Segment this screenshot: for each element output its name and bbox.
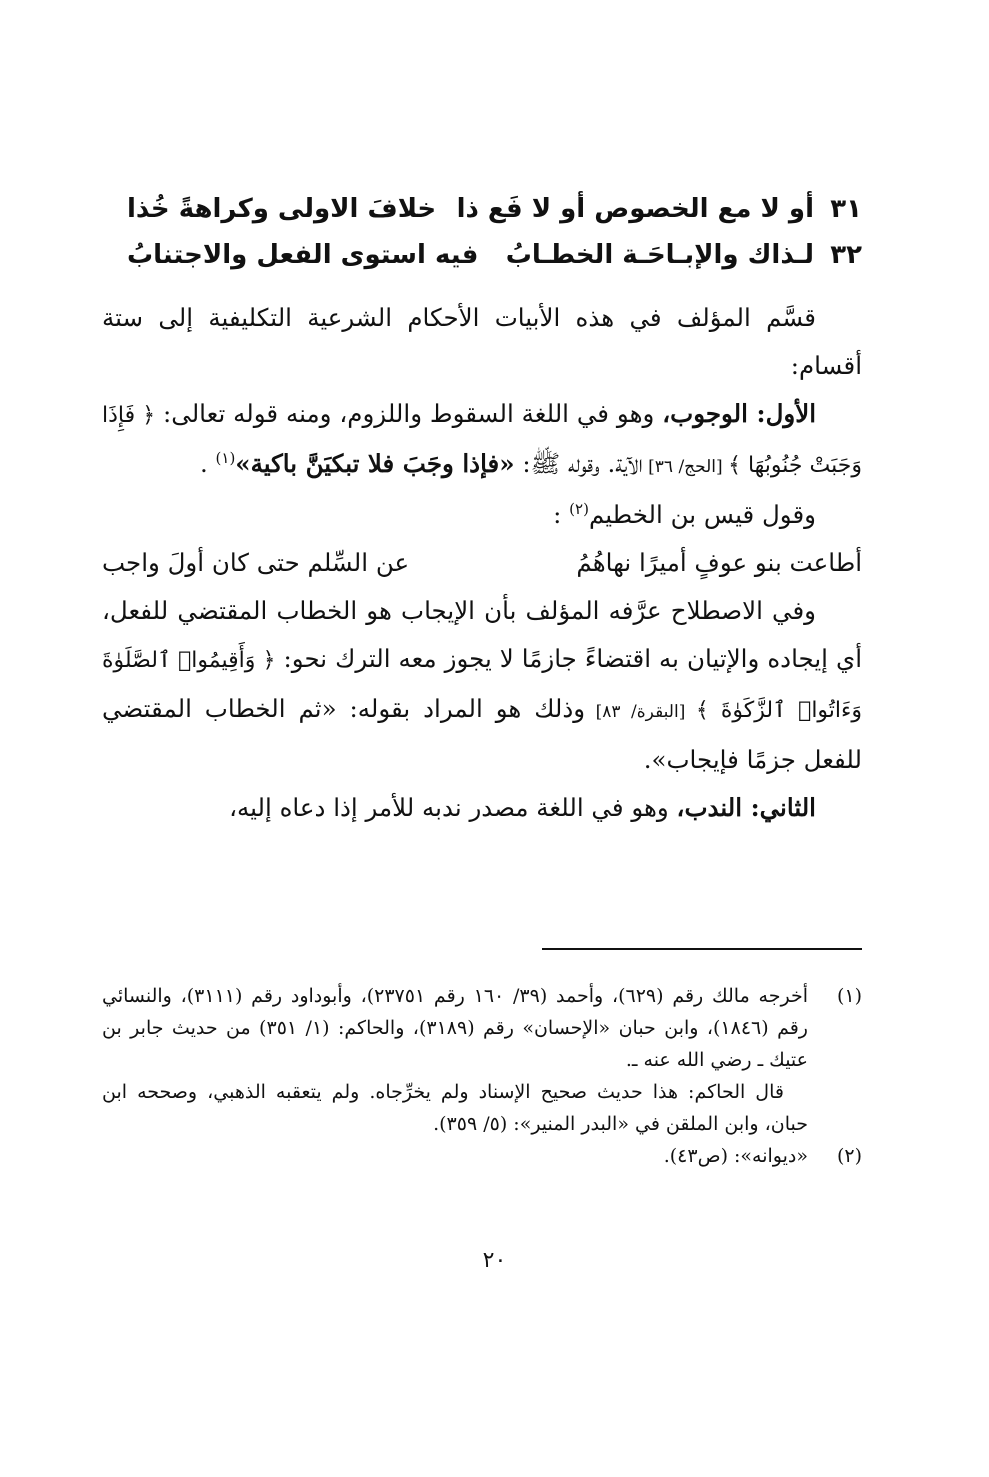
hadith-quote: «فإذا وجَبَ فلا تبكيَنَّ باكية» [235, 449, 515, 478]
verse-line [127, 238, 862, 282]
intro-paragraph: قسَّم المؤلف في هذه الأبيات الأحكام الشرعية التكليفية إلى ستة أقسام: [102, 303, 862, 380]
paragraph-text: وذلك هو المراد بقوله: [336, 694, 586, 723]
footnote-number: (٢) [836, 1145, 862, 1167]
paragraph-end: . [199, 449, 216, 478]
poem-line [102, 539, 862, 587]
quran-reference: [الحج/ ٣٦] [642, 457, 729, 477]
paragraph-text: وهو في اللغة مصدر ندبه للأمر إذا دعاه إليه، [229, 793, 677, 822]
footnote [102, 980, 862, 1076]
verse-first-hemistich: أو لا مع الخصوص أو لا فَع ذا [456, 194, 814, 224]
footnotes [102, 980, 862, 1172]
footnote-continuation: قال الحاكم: هذا حديث صحيح الإسناد ولم يخرِّجاه. ولم يتعقبه الذهبي، وصححه ابن حبان، وابن الملقن في «البدر المنير»: (٥/ ٣٥٩). [102, 1081, 808, 1135]
footnote-number: (١) [836, 985, 862, 1007]
paragraph-text: وقول قيس بن الخطيم [588, 500, 816, 529]
quran-quote: ﴿ فَإِذَا وَجَبَتْ جُنُوبُهَا ﴾ [102, 403, 862, 478]
verse-line [127, 192, 862, 236]
verse-quote: «ثم الخطاب المقتضي للفعل جزمًا فإيجاب» [102, 694, 862, 774]
poet-intro [102, 491, 862, 539]
footnote-separator [542, 948, 862, 950]
quran-reference: [البقرة/ ٨٣] [585, 702, 696, 722]
verse-second-hemistich: فيه استوى الفعل والاجتنابُ [127, 240, 479, 270]
verse-first-hemistich: لـذاك والإبـاحَـة الخطـابُ [505, 240, 814, 270]
footnote [102, 1140, 862, 1172]
footnote-marker: (٢) [569, 499, 589, 518]
section-heading-wujub: الأول: الوجوب، [662, 399, 817, 428]
footnote-marker: (١) [215, 448, 236, 467]
paragraph-text: وهو في اللغة السقوط واللزوم، ومنه قوله تعالى: [155, 399, 663, 428]
poem-second-hemistich: عن السِّلم حتى كان أولَ واجب [102, 548, 410, 577]
footnote-text: أخرجه مالك رقم (٦٢٩)، وأحمد (٣٩/ ١٦٠ رقم ٢٣٧٥١)، وأبوداود رقم (٣١١١)، والنسائي رقم (١٨٤٦)، وابن حبان «الإحسان» رقم (٣١٨٩)، والحاكم: (١/ ٣٥١) من حديث جابر بن عتيك ـ رضي الله عنه ـ. [102, 985, 808, 1071]
quran-quote: ﴿ وَأَقِيمُوا۟ ٱلصَّلَوٰةَ وَءَاتُوا۟ ٱلزَّكَوٰةَ ﴾ [102, 648, 862, 723]
paragraph-istilah [102, 587, 862, 784]
page-number: ٢٠ [482, 1248, 507, 1273]
footnote-text: «ديوانه»: (ص٤٣). [663, 1145, 808, 1167]
commentary-body [102, 294, 862, 832]
paragraph-text: وفي الاصطلاح عرَّفه المؤلف بأن الإيجاب هو الخطاب المقتضي للفعل، أي إيجاده والإتيان به اقتضاءً جازمًا لا يجوز معه الترك نحو: [102, 596, 863, 673]
paragraph-end: . [643, 745, 652, 774]
verse-number: ٣١ [830, 194, 862, 224]
verse-number: ٣٢ [830, 240, 862, 270]
paragraph-nadb [102, 784, 862, 832]
paragraph-text: الآية. وقوله ﷺ: [514, 449, 643, 478]
section-heading-nadb: الثاني: الندب، [676, 793, 816, 822]
paragraph-end: : [553, 500, 570, 529]
verse-second-hemistich: خلافَ الاولى وكراهةً خُذا [127, 194, 437, 224]
poem-first-hemistich: أطاعت بنو عوفٍ أميرًا نهاهُمُ [576, 548, 862, 577]
paragraph-wujub [102, 390, 862, 491]
